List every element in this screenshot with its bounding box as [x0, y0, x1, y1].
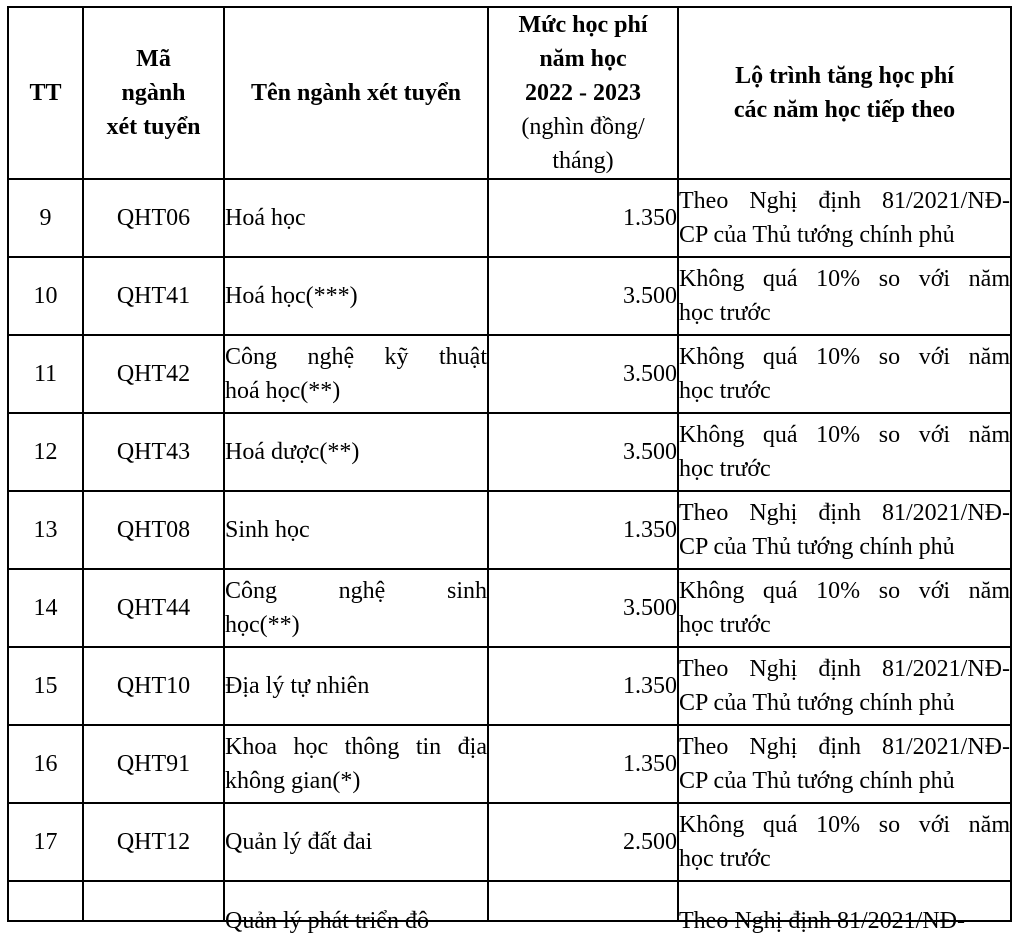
cell-fee: 1.350: [488, 491, 678, 569]
cell-plan: [678, 569, 1011, 647]
cell-fee: 2.500: [488, 803, 678, 881]
cell-plan-line: Theo Nghị định 81/2021/NĐ-: [679, 188, 1010, 214]
cell-name: [224, 413, 488, 491]
header-code-line: ngành: [121, 80, 186, 106]
cell-plan-line: học trước: [679, 378, 771, 404]
cell-code: [83, 881, 224, 921]
cell-fee: 1.350: [488, 179, 678, 257]
cell-plan-line: Theo Nghị định 81/2021/NĐ-: [679, 656, 1010, 682]
cell-code: QHT12: [83, 803, 224, 881]
header-code-line: xét tuyển: [106, 114, 201, 140]
cell-tt: 10: [8, 257, 83, 335]
table-row: [8, 647, 1011, 725]
cell-name-line: Công nghệ sinh: [225, 578, 487, 604]
cell-plan-line: Không quá 10% so với năm: [679, 812, 1010, 838]
cell-name: [224, 725, 488, 803]
tuition-fee-table: [7, 6, 1012, 934]
table-row: [8, 413, 1011, 491]
cell-code: QHT91: [83, 725, 224, 803]
cell-plan-line: học trước: [679, 456, 771, 482]
cell-name-line: Sinh học: [225, 517, 310, 543]
cell-plan-line: Không quá 10% so với năm: [679, 266, 1010, 292]
header-fee-line: Mức học phí: [518, 12, 648, 38]
cell-code: QHT08: [83, 491, 224, 569]
header-fee-line: năm học: [539, 46, 627, 72]
cell-tt: 14: [8, 569, 83, 647]
cell-plan-line: Theo Nghị định 81/2021/NĐ-: [679, 734, 1010, 760]
cell-plan-line: học trước: [679, 846, 771, 872]
table-row: [8, 335, 1011, 413]
cell-name: [224, 647, 488, 725]
header-name: Tên ngành xét tuyển: [224, 7, 488, 179]
table-row: [8, 491, 1011, 569]
cell-tt: 17: [8, 803, 83, 881]
header-tt: TT: [8, 7, 83, 179]
cell-plan-line: học trước: [679, 612, 771, 638]
cell-tt: 9: [8, 179, 83, 257]
cell-name-line: Công nghệ kỹ thuật: [225, 344, 487, 370]
table-header-row: [8, 7, 1011, 179]
header-code: [83, 7, 224, 179]
header-plan-line: các năm học tiếp theo: [733, 97, 956, 123]
header-fee-unit: (nghìn đồng/: [521, 114, 645, 140]
cell-name: [224, 491, 488, 569]
cell-code: QHT44: [83, 569, 224, 647]
cell-code: QHT42: [83, 335, 224, 413]
cell-code: QHT41: [83, 257, 224, 335]
cell-fee: [488, 881, 678, 921]
cell-fee: 3.500: [488, 335, 678, 413]
cell-name-line: Hoá học: [225, 205, 306, 231]
cell-name: [224, 803, 488, 881]
table-row: [8, 803, 1011, 881]
cell-name: [224, 569, 488, 647]
header-plan: [678, 7, 1011, 179]
header-code-line: Mã: [136, 46, 171, 72]
cell-name: [224, 257, 488, 335]
cell-plan: [678, 179, 1011, 257]
table-row-partial: [8, 881, 1011, 921]
cell-name: [224, 179, 488, 257]
cell-plan: [678, 257, 1011, 335]
cell-plan-line: học trước: [679, 300, 771, 326]
cell-plan-line: CP của Thủ tướng chính phủ: [679, 534, 955, 560]
cell-plan-line: Theo Nghị định 81/2021/NĐ-: [679, 500, 1010, 526]
cell-plan-line: Không quá 10% so với năm: [679, 578, 1010, 604]
cell-name: [224, 335, 488, 413]
cell-fee: 3.500: [488, 569, 678, 647]
header-plan-line: Lộ trình tăng học phí: [735, 63, 954, 89]
cell-fee: 3.500: [488, 413, 678, 491]
header-fee-unit: tháng): [552, 148, 614, 174]
cell-plan-cut-text: Theo Nghị định 81/2021/NĐ-: [679, 908, 965, 934]
cell-name-line: Hoá học(***): [225, 283, 358, 309]
cell-name-line: Địa lý tự nhiên: [225, 673, 370, 699]
cell-tt: 12: [8, 413, 83, 491]
cell-tt: 15: [8, 647, 83, 725]
cell-plan-line: Không quá 10% so với năm: [679, 344, 1010, 370]
cell-name-line: không gian(*): [225, 768, 361, 794]
cell-plan-line: CP của Thủ tướng chính phủ: [679, 222, 955, 248]
cell-tt: 16: [8, 725, 83, 803]
cell-code: QHT43: [83, 413, 224, 491]
header-fee-line: 2022 - 2023: [525, 80, 641, 106]
cell-plan: [678, 491, 1011, 569]
cell-plan-line: Không quá 10% so với năm: [679, 422, 1010, 448]
cell-fee: 1.350: [488, 725, 678, 803]
cell-tt: [8, 881, 83, 921]
cell-plan: [678, 881, 1011, 934]
cell-name-line: Hoá dược(**): [225, 439, 360, 465]
table-row: [8, 569, 1011, 647]
cell-name: [224, 881, 488, 934]
cell-plan: [678, 647, 1011, 725]
cell-plan: [678, 413, 1011, 491]
cell-fee: 3.500: [488, 257, 678, 335]
cell-plan-line: CP của Thủ tướng chính phủ: [679, 690, 955, 716]
cell-tt: 11: [8, 335, 83, 413]
table-row: [8, 725, 1011, 803]
cell-name-line: Quản lý đất đai: [225, 829, 373, 855]
cell-code: QHT10: [83, 647, 224, 725]
cell-plan-line: CP của Thủ tướng chính phủ: [679, 768, 955, 794]
cell-plan: [678, 725, 1011, 803]
cell-tt: 13: [8, 491, 83, 569]
cell-code: QHT06: [83, 179, 224, 257]
cell-plan: [678, 803, 1011, 881]
cell-fee: 1.350: [488, 647, 678, 725]
cell-name-line: hoá học(**): [225, 378, 341, 404]
header-fee: [488, 7, 678, 179]
cell-name-line: học(**): [225, 612, 300, 638]
table-row: [8, 257, 1011, 335]
cell-plan: [678, 335, 1011, 413]
table-row: [8, 179, 1011, 257]
cell-name-line: Khoa học thông tin địa: [225, 734, 487, 760]
cell-name-cut-text: Quản lý phát triển đô: [225, 908, 429, 934]
